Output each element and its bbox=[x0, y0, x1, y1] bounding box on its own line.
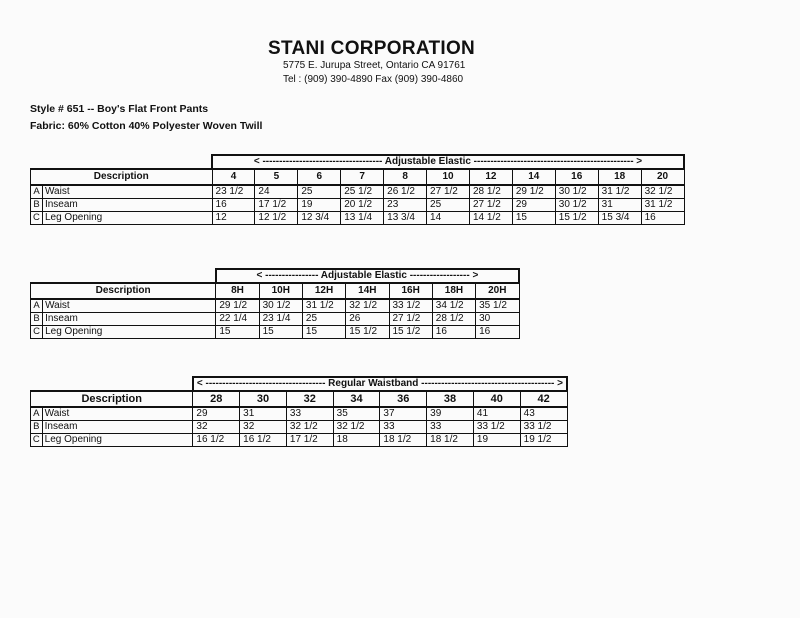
table-cell: 32 1/2 bbox=[333, 421, 380, 434]
table-cell: 16 bbox=[432, 326, 475, 339]
table-cell: 31 1/2 bbox=[641, 199, 684, 212]
table-cell: 32 1/2 bbox=[346, 299, 389, 313]
table-row bbox=[31, 299, 520, 313]
table-cell: 29 bbox=[193, 407, 240, 421]
size-header: 4 bbox=[212, 169, 255, 185]
row-label: Waist bbox=[42, 185, 212, 199]
table-row bbox=[31, 434, 568, 447]
size-header: 10H bbox=[259, 283, 302, 299]
table-cell: 27 1/2 bbox=[427, 185, 470, 199]
size-header: 12H bbox=[302, 283, 345, 299]
table-cell: 14 1/2 bbox=[469, 212, 512, 225]
description-header: Description bbox=[31, 169, 213, 185]
table-banner: < ------------------------------------ Regular Waistband ---------------------------------------- > bbox=[193, 377, 567, 391]
size-header: 20H bbox=[476, 283, 519, 299]
table-row bbox=[31, 199, 685, 212]
table-cell: 31 bbox=[598, 199, 641, 212]
table-cell: 12 1/2 bbox=[255, 212, 298, 225]
table-cell: 29 1/2 bbox=[512, 185, 555, 199]
table-cell: 16 bbox=[212, 199, 255, 212]
table-cell: 41 bbox=[473, 407, 520, 421]
size-header: 16H bbox=[389, 283, 432, 299]
table-cell: 28 1/2 bbox=[469, 185, 512, 199]
table-cell: 23 1/2 bbox=[212, 185, 255, 199]
table-cell: 23 bbox=[384, 199, 427, 212]
table-cell: 19 1/2 bbox=[520, 434, 567, 447]
description-header: Description bbox=[31, 391, 193, 407]
table-cell: 30 1/2 bbox=[259, 299, 302, 313]
table-cell: 19 bbox=[298, 199, 341, 212]
size-header: 30 bbox=[240, 391, 287, 407]
size-table-adjustable-elastic bbox=[30, 154, 685, 225]
table-cell: 37 bbox=[380, 407, 427, 421]
size-header: 5 bbox=[255, 169, 298, 185]
table-cell: 14 bbox=[427, 212, 470, 225]
table-cell: 30 1/2 bbox=[555, 185, 598, 199]
table-row bbox=[31, 421, 568, 434]
table-cell: 23 1/4 bbox=[259, 313, 302, 326]
table-cell: 17 1/2 bbox=[255, 199, 298, 212]
row-letter: C bbox=[31, 212, 43, 225]
table-cell: 15 bbox=[302, 326, 345, 339]
table-cell: 26 1/2 bbox=[384, 185, 427, 199]
table-cell: 16 1/2 bbox=[240, 434, 287, 447]
size-header: 12 bbox=[469, 169, 512, 185]
table-cell: 25 bbox=[427, 199, 470, 212]
table-cell: 17 1/2 bbox=[286, 434, 333, 447]
table-cell: 32 1/2 bbox=[286, 421, 333, 434]
table-cell: 39 bbox=[427, 407, 474, 421]
size-header: 20 bbox=[641, 169, 684, 185]
size-header: 38 bbox=[427, 391, 474, 407]
size-header: 14H bbox=[346, 283, 389, 299]
table-cell: 33 bbox=[286, 407, 333, 421]
table-cell: 28 1/2 bbox=[432, 313, 475, 326]
table-cell: 16 bbox=[476, 326, 519, 339]
table-cell: 32 bbox=[240, 421, 287, 434]
size-table-regular-waistband bbox=[30, 376, 568, 447]
table-cell: 31 1/2 bbox=[302, 299, 345, 313]
size-table-husky-adjustable-elastic bbox=[30, 268, 520, 339]
table-cell: 15 bbox=[216, 326, 259, 339]
size-header: 40 bbox=[473, 391, 520, 407]
size-header: 8 bbox=[384, 169, 427, 185]
table-cell: 12 bbox=[212, 212, 255, 225]
table-cell: 33 bbox=[427, 421, 474, 434]
table-cell: 24 bbox=[255, 185, 298, 199]
table-cell: 16 bbox=[641, 212, 684, 225]
table-cell: 27 1/2 bbox=[469, 199, 512, 212]
table-cell: 20 1/2 bbox=[341, 199, 384, 212]
row-label: Waist bbox=[42, 407, 193, 421]
row-letter: B bbox=[31, 199, 43, 212]
table-cell: 25 bbox=[298, 185, 341, 199]
table-cell: 32 1/2 bbox=[641, 185, 684, 199]
table-cell: 27 1/2 bbox=[389, 313, 432, 326]
table-cell: 35 bbox=[333, 407, 380, 421]
table-cell: 29 bbox=[512, 199, 555, 212]
row-label: Leg Opening bbox=[42, 434, 193, 447]
row-label: Inseam bbox=[43, 313, 216, 326]
table-cell: 31 1/2 bbox=[598, 185, 641, 199]
table-cell: 26 bbox=[346, 313, 389, 326]
table-cell: 34 1/2 bbox=[432, 299, 475, 313]
table-row bbox=[31, 326, 520, 339]
table-cell: 29 1/2 bbox=[216, 299, 259, 313]
table-cell: 13 1/4 bbox=[341, 212, 384, 225]
row-label: Inseam bbox=[42, 199, 212, 212]
row-letter: B bbox=[31, 421, 43, 434]
table-cell: 35 1/2 bbox=[476, 299, 519, 313]
table-cell: 43 bbox=[520, 407, 567, 421]
size-header: 6 bbox=[298, 169, 341, 185]
size-header: 18H bbox=[432, 283, 475, 299]
table-cell: 13 3/4 bbox=[384, 212, 427, 225]
table-cell: 18 1/2 bbox=[380, 434, 427, 447]
row-label: Inseam bbox=[42, 421, 193, 434]
table-cell: 15 3/4 bbox=[598, 212, 641, 225]
table-cell: 16 1/2 bbox=[193, 434, 240, 447]
company-name: STANI CORPORATION bbox=[268, 38, 476, 59]
table-cell: 19 bbox=[473, 434, 520, 447]
table-cell: 12 3/4 bbox=[298, 212, 341, 225]
style-line: Style # 651 -- Boy's Flat Front Pants bbox=[30, 103, 209, 115]
row-letter: A bbox=[31, 185, 43, 199]
fabric-line: Fabric: 60% Cotton 40% Polyester Woven Twill bbox=[30, 120, 263, 132]
table-banner: < ---------------- Adjustable Elastic ------------------ > bbox=[216, 269, 519, 283]
table-cell: 15 1/2 bbox=[346, 326, 389, 339]
table-cell: 32 bbox=[193, 421, 240, 434]
description-header: Description bbox=[31, 283, 216, 299]
table-cell: 18 1/2 bbox=[427, 434, 474, 447]
size-header: 7 bbox=[341, 169, 384, 185]
table-cell: 33 1/2 bbox=[473, 421, 520, 434]
row-letter: A bbox=[31, 407, 43, 421]
table-cell: 31 bbox=[240, 407, 287, 421]
table-cell: 33 1/2 bbox=[389, 299, 432, 313]
table-cell: 18 bbox=[333, 434, 380, 447]
row-label: Waist bbox=[43, 299, 216, 313]
size-header: 18 bbox=[598, 169, 641, 185]
company-phone: Tel : (909) 390-4890 Fax (909) 390-4860 bbox=[283, 74, 464, 85]
table-cell: 25 1/2 bbox=[341, 185, 384, 199]
table-row bbox=[31, 185, 685, 199]
row-letter: B bbox=[31, 313, 43, 326]
table-cell: 33 bbox=[380, 421, 427, 434]
table-row bbox=[31, 313, 520, 326]
table-cell: 15 bbox=[512, 212, 555, 225]
table-cell: 33 1/2 bbox=[520, 421, 567, 434]
row-letter: C bbox=[31, 434, 43, 447]
size-header: 8H bbox=[216, 283, 259, 299]
table-row bbox=[31, 212, 685, 225]
table-cell: 30 bbox=[476, 313, 519, 326]
row-label: Leg Opening bbox=[43, 326, 216, 339]
row-letter: C bbox=[31, 326, 43, 339]
size-header: 32 bbox=[286, 391, 333, 407]
table-cell: 22 1/4 bbox=[216, 313, 259, 326]
size-header: 16 bbox=[555, 169, 598, 185]
size-header: 28 bbox=[193, 391, 240, 407]
table-row bbox=[31, 407, 568, 421]
size-header: 10 bbox=[427, 169, 470, 185]
company-address: 5775 E. Jurupa Street, Ontario CA 91761 bbox=[283, 60, 466, 71]
size-header: 34 bbox=[333, 391, 380, 407]
table-cell: 15 1/2 bbox=[389, 326, 432, 339]
size-header: 42 bbox=[520, 391, 567, 407]
row-letter: A bbox=[31, 299, 43, 313]
size-header: 14 bbox=[512, 169, 555, 185]
table-cell: 15 bbox=[259, 326, 302, 339]
size-header: 36 bbox=[380, 391, 427, 407]
table-banner: < ------------------------------------ Adjustable Elastic ------------------------------------------------ > bbox=[212, 155, 684, 169]
table-cell: 25 bbox=[302, 313, 345, 326]
table-cell: 15 1/2 bbox=[555, 212, 598, 225]
row-label: Leg Opening bbox=[42, 212, 212, 225]
table-cell: 30 1/2 bbox=[555, 199, 598, 212]
